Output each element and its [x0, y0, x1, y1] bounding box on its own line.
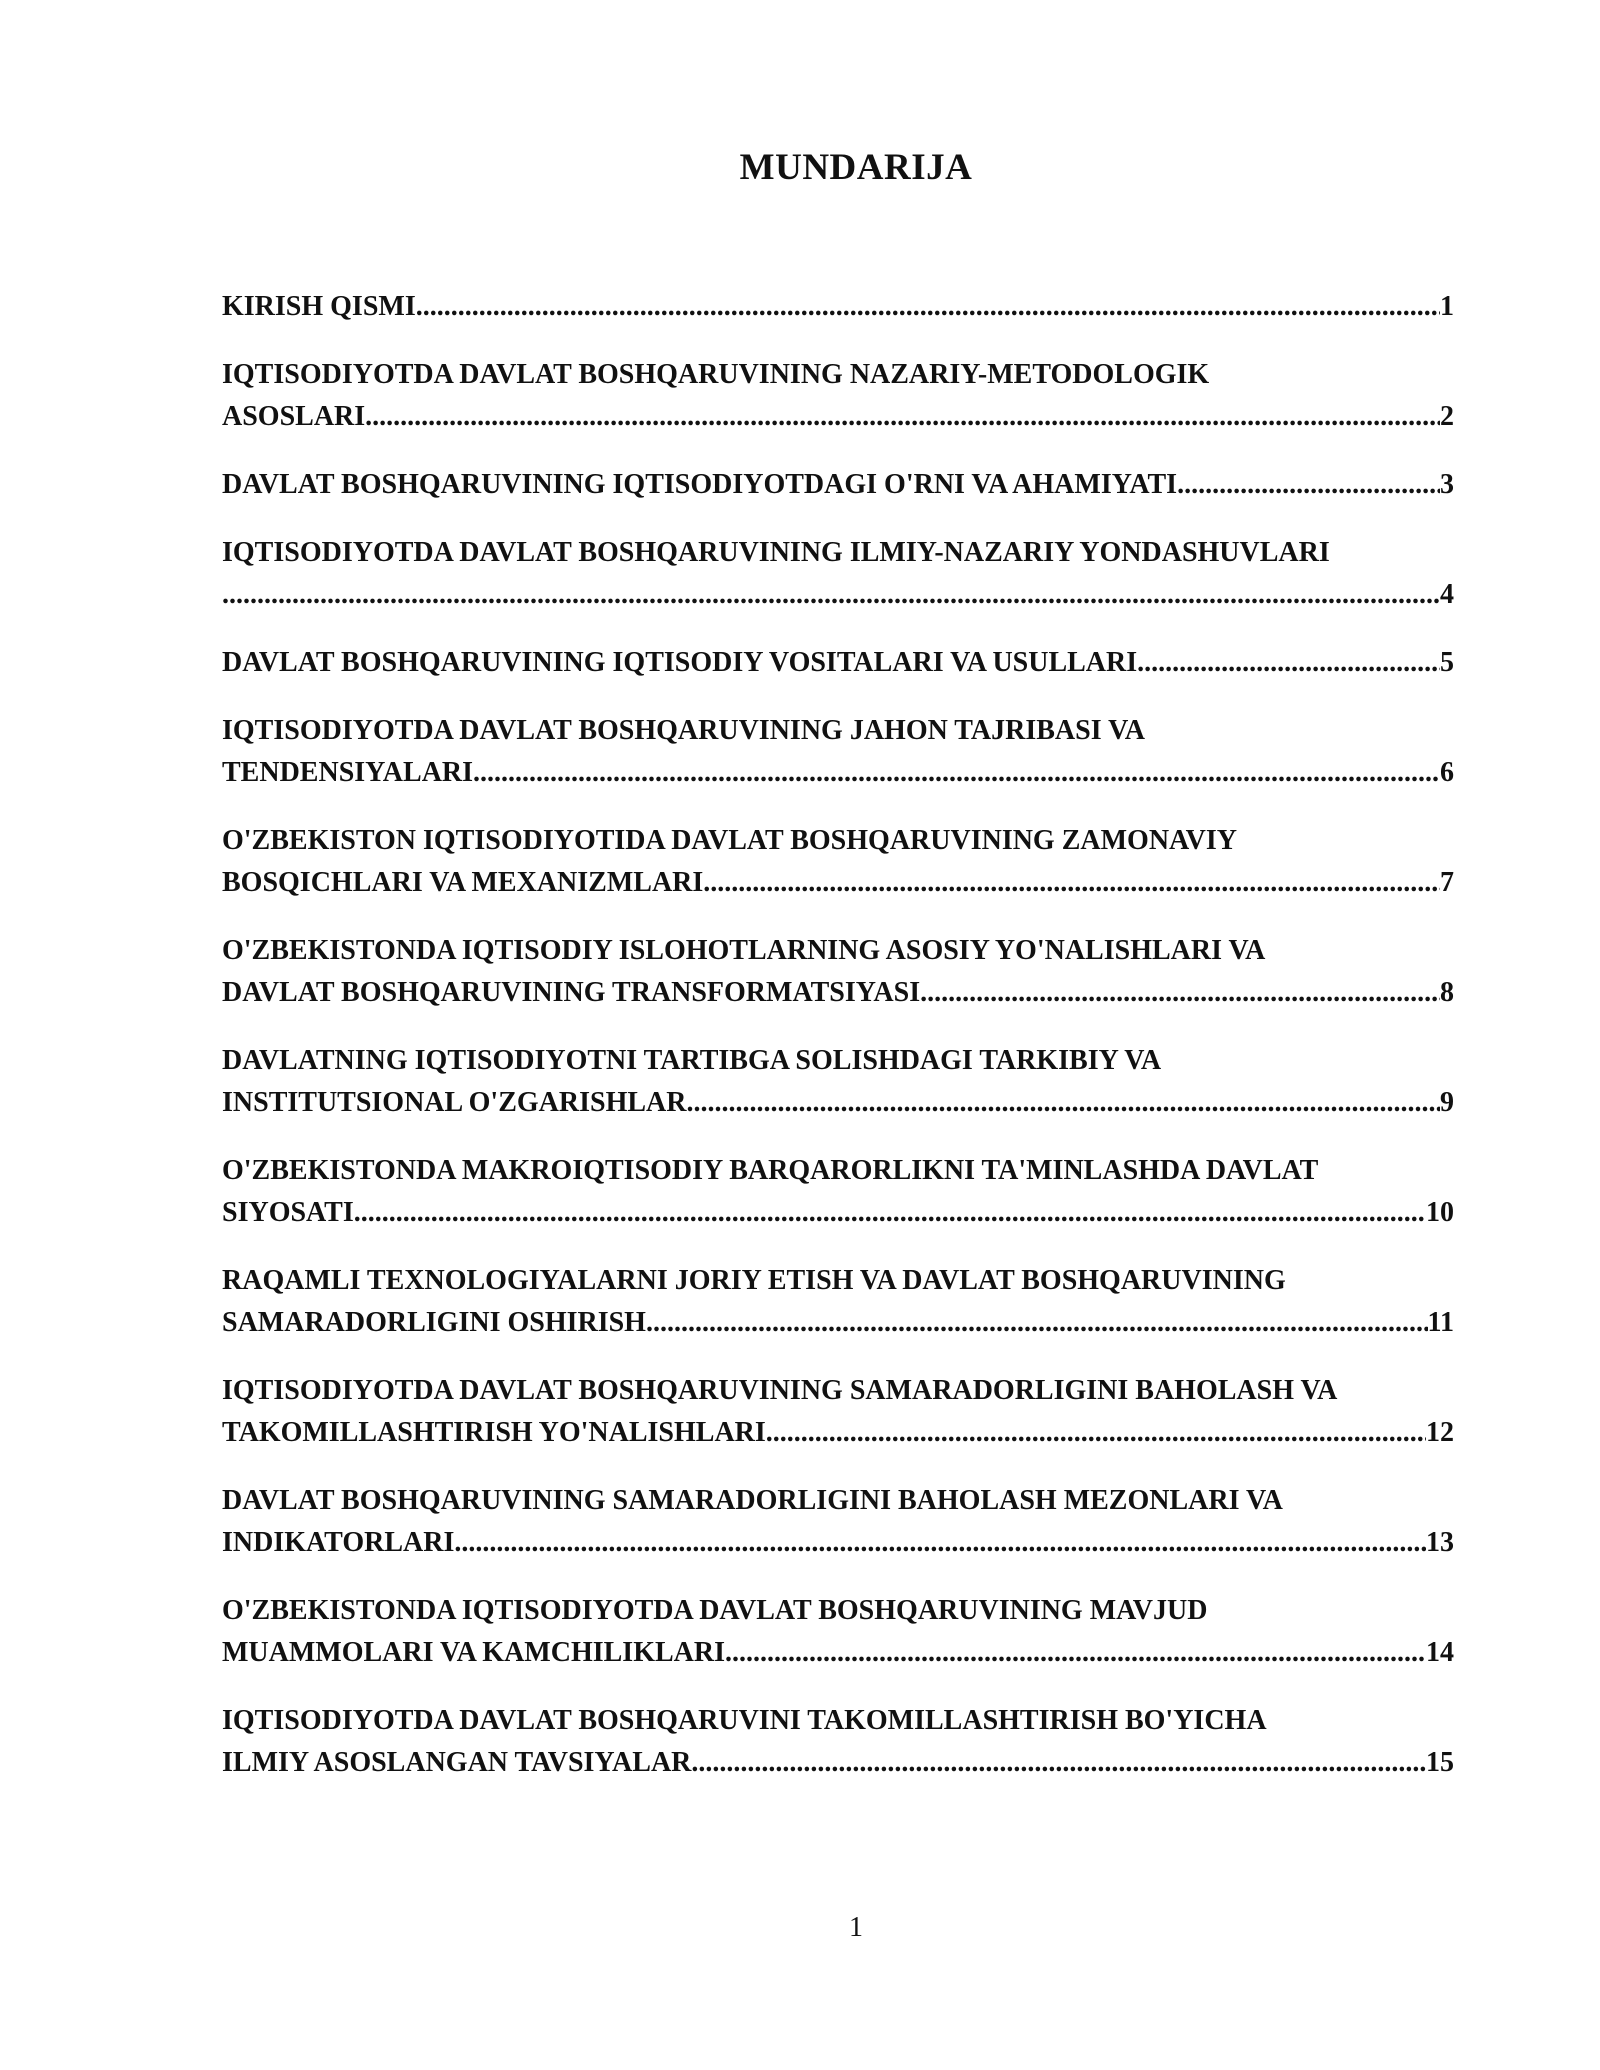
- toc-page-number: 5: [1440, 647, 1454, 678]
- toc-page-number: 8: [1440, 977, 1454, 1008]
- toc-page-number: 14: [1426, 1637, 1454, 1668]
- table-of-contents: [222, 286, 1454, 1810]
- toc-page-number: 11: [1427, 1307, 1454, 1338]
- toc-entry-title: MUAMMOLARI VA KAMCHILIKLARI: [222, 1637, 725, 1668]
- toc-entry-line: [222, 972, 1454, 1014]
- dot-leader: [473, 752, 1440, 794]
- toc-entry[interactable]: [222, 1590, 1454, 1674]
- toc-entry-line: [222, 752, 1454, 794]
- toc-entry-line: [222, 1302, 1454, 1344]
- dot-leader: [725, 1632, 1426, 1674]
- toc-entry-title-line: O'ZBEKISTONDA IQTISODIYOTDA DAVLAT BOSHQARUVINING MAVJUD: [222, 1595, 1208, 1626]
- toc-entry-line: [222, 1192, 1454, 1234]
- toc-entry-line: [222, 1522, 1454, 1564]
- toc-entry-title-line: IQTISODIYOTDA DAVLAT BOSHQARUVINING ILMIY-NAZARIY YONDASHUVLARI: [222, 537, 1330, 568]
- toc-entry-line: [222, 1412, 1454, 1454]
- toc-entry-title: DAVLAT BOSHQARUVINING TRANSFORMATSIYASI: [222, 977, 921, 1008]
- toc-entry-title: SAMARADORLIGINI OSHIRISH: [222, 1307, 646, 1338]
- toc-entry-title-line: O'ZBEKISTONDA IQTISODIY ISLOHOTLARNING ASOSIY YO'NALISHLARI VA: [222, 935, 1266, 966]
- dot-leader: [691, 1742, 1426, 1784]
- toc-entry-title: ILMIY ASOSLANGAN TAVSIYALAR: [222, 1747, 692, 1778]
- page-number: 1: [849, 1912, 863, 1943]
- toc-page-number: 6: [1440, 757, 1454, 788]
- toc-entry-title-line: O'ZBEKISTONDA MAKROIQTISODIY BARQARORLIKNI TA'MINLASHDA DAVLAT: [222, 1155, 1319, 1186]
- toc-entry-title: TAKOMILLASHTIRISH YO'NALISHLARI: [222, 1417, 766, 1448]
- page-title: MUNDARIJA: [739, 147, 973, 188]
- toc-entry[interactable]: [222, 354, 1454, 438]
- toc-entry-title: DAVLAT BOSHQARUVINING IQTISODIY VOSITALARI VA USULLARI: [222, 647, 1138, 678]
- toc-entry-title-line: IQTISODIYOTDA DAVLAT BOSHQARUVINING JAHON TAJRIBASI VA: [222, 715, 1145, 746]
- toc-entry-title: BOSQICHLARI VA MEXANIZMLARI: [222, 867, 704, 898]
- toc-entry-line: [222, 1632, 1454, 1674]
- toc-entry-line: [222, 642, 1454, 684]
- toc-entry[interactable]: [222, 710, 1454, 794]
- toc-entry-title: SIYOSATI: [222, 1197, 354, 1228]
- toc-entry-line: [222, 396, 1454, 438]
- toc-page-number: 15: [1426, 1747, 1454, 1778]
- toc-entry[interactable]: [222, 930, 1454, 1014]
- toc-entry[interactable]: [222, 532, 1454, 616]
- toc-entry[interactable]: [222, 1480, 1454, 1564]
- dot-leader: [703, 862, 1440, 904]
- dot-leader: [365, 396, 1440, 438]
- toc-entry-line: [222, 464, 1454, 506]
- dot-leader: [416, 286, 1440, 328]
- toc-entry-title-line: IQTISODIYOTDA DAVLAT BOSHQARUVINING NAZARIY-METODOLOGIK: [222, 359, 1210, 390]
- toc-entry[interactable]: [222, 1040, 1454, 1124]
- dot-leader: [646, 1302, 1428, 1344]
- toc-entry-line: [222, 862, 1454, 904]
- toc-page-number: 2: [1440, 401, 1454, 432]
- toc-page-number: 1: [1440, 291, 1454, 322]
- toc-entry[interactable]: [222, 642, 1454, 684]
- toc-entry[interactable]: [222, 464, 1454, 506]
- toc-entry-title: INDIKATORLARI: [222, 1527, 455, 1558]
- toc-page-number: 4: [1440, 579, 1454, 610]
- toc-page-number: 9: [1440, 1087, 1454, 1118]
- dot-leader: [686, 1082, 1440, 1124]
- toc-page-number: 12: [1426, 1417, 1454, 1448]
- toc-page-number: 10: [1426, 1197, 1454, 1228]
- toc-entry-title-line: DAVLATNING IQTISODIYOTNI TARTIBGA SOLISHDAGI TARKIBIY VA: [222, 1045, 1162, 1076]
- toc-entry-title: DAVLAT BOSHQARUVINING IQTISODIYOTDAGI O'RNI VA AHAMIYATI: [222, 469, 1178, 500]
- toc-entry[interactable]: [222, 1260, 1454, 1344]
- toc-entry-title: INSTITUTSIONAL O'ZGARISHLAR: [222, 1087, 687, 1118]
- toc-entry-title-line: O'ZBEKISTON IQTISODIYOTIDA DAVLAT BOSHQARUVINING ZAMONAVIY: [222, 825, 1237, 856]
- toc-entry-title-line: IQTISODIYOTDA DAVLAT BOSHQARUVINI TAKOMILLASHTIRISH BO'YICHA: [222, 1705, 1267, 1736]
- dot-leader: [454, 1522, 1426, 1564]
- toc-entry-line: [222, 286, 1454, 328]
- toc-entry-title-line: RAQAMLI TEXNOLOGIYALARNI JORIY ETISH VA DAVLAT BOSHQARUVINING: [222, 1265, 1286, 1296]
- toc-entry-title: ASOSLARI: [222, 401, 366, 432]
- toc-entry[interactable]: [222, 820, 1454, 904]
- toc-entry-line: [222, 1742, 1454, 1784]
- toc-entry[interactable]: [222, 286, 1454, 328]
- toc-entry[interactable]: [222, 1370, 1454, 1454]
- toc-page-number: 3: [1440, 469, 1454, 500]
- dot-leader: [222, 574, 1440, 616]
- dot-leader: [920, 972, 1440, 1014]
- dot-leader: [1137, 642, 1440, 684]
- toc-entry-line: [222, 574, 1454, 616]
- toc-entry-title-line: IQTISODIYOTDA DAVLAT BOSHQARUVINING SAMARADORLIGINI BAHOLASH VA: [222, 1375, 1338, 1406]
- dot-leader: [354, 1192, 1426, 1234]
- toc-entry-title: KIRISH QISMI: [222, 291, 416, 322]
- toc-entry-title: TENDENSIYALARI: [222, 757, 474, 788]
- toc-page-number: 7: [1440, 867, 1454, 898]
- toc-entry[interactable]: [222, 1700, 1454, 1784]
- dot-leader: [766, 1412, 1426, 1454]
- toc-entry-line: [222, 1082, 1454, 1124]
- toc-entry-title-line: DAVLAT BOSHQARUVINING SAMARADORLIGINI BAHOLASH MEZONLARI VA: [222, 1485, 1283, 1516]
- toc-page-number: 13: [1426, 1527, 1454, 1558]
- toc-entry[interactable]: [222, 1150, 1454, 1234]
- dot-leader: [1177, 464, 1440, 506]
